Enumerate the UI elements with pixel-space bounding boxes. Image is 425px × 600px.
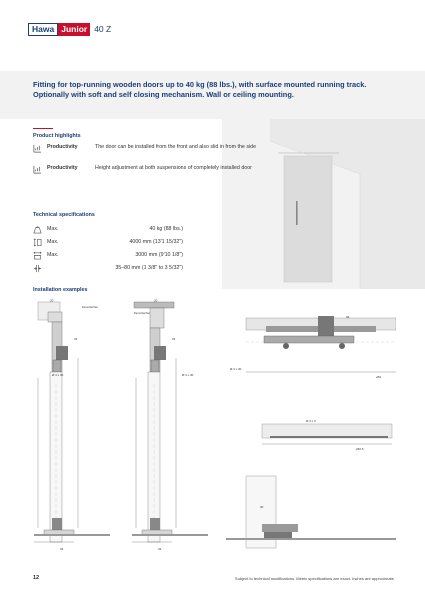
headline: Fitting for top-running wooden doors up to 40 kg (88 lbs.), with surface mounted running track. Optionally with soft and self closing mechanism. Wall or ceiling mounting. [33, 80, 367, 99]
spec-row [33, 225, 183, 234]
spec-label: Max. [47, 252, 59, 258]
highlight-label: Productivity [47, 144, 78, 150]
dim-label: 33 [158, 547, 162, 551]
spec-value: 35–80 mm (1 3/8" to 3 5/32") [115, 265, 183, 271]
spec-row [33, 264, 183, 273]
weight-icon [33, 225, 42, 234]
highlight-label: Productivity [47, 165, 78, 171]
dim-label: Ø 4 x 30 [52, 373, 64, 377]
brand-main: Hawa [28, 23, 58, 36]
dim-label: 33 [172, 337, 176, 341]
dim-label: ≥50.5 [356, 447, 364, 451]
brand-sub: Junior [58, 23, 90, 36]
dim-label: Ø 3 x 3 [306, 419, 316, 423]
spec-value: 3000 mm (9'10 1/8") [135, 252, 183, 258]
spec-row [33, 251, 183, 260]
installation-drawing-1 [30, 298, 115, 560]
door-width-icon [33, 251, 42, 260]
dim-label: 30 [260, 505, 264, 509]
spec-value: 40 kg (88 lbs.) [149, 226, 183, 232]
dim-label: Demontierbar [82, 306, 98, 309]
highlights-title: Product highlights [33, 133, 81, 139]
door-thickness-icon [33, 264, 42, 273]
dim-label: ≥50 [376, 375, 381, 379]
brand-logo [28, 23, 111, 35]
specs-title: Technical specifications [33, 212, 95, 218]
highlight-text: The door can be installed from the front and also slid in from the side [95, 144, 257, 150]
highlight-text: Height adjustment at both suspensions of completely installed door [95, 165, 252, 171]
dim-label: Ø 4 x 30 [230, 367, 242, 371]
dim-label: Ø 4 x 30 [182, 373, 194, 377]
spec-row [33, 238, 183, 247]
dim-label: 33 [60, 547, 64, 551]
installation-drawing-2 [128, 298, 218, 560]
dim-label: Demontierbar [134, 312, 150, 315]
productivity-icon [33, 144, 42, 153]
footer-disclaimer: Subject to technical modifications. Metric specifications are exact. Inches are approximate. [234, 576, 395, 581]
productivity-icon [33, 165, 42, 174]
page-number: 12 [33, 575, 40, 581]
dim-label: 20 [154, 298, 158, 303]
installation-drawing-3 [226, 298, 396, 560]
spec-value: 4000 mm (13'1 15/32") [129, 239, 183, 245]
model-name: 40 Z [94, 24, 112, 34]
door-height-icon [33, 238, 42, 247]
dim-label: 33 [74, 337, 78, 341]
spec-label: Max. [47, 239, 59, 245]
installation-title: Installation examples [33, 287, 88, 293]
spec-label: Max. [47, 226, 59, 232]
section-rule [33, 128, 53, 129]
dim-label: 36 [346, 315, 350, 319]
dim-label: 20 [50, 298, 54, 303]
